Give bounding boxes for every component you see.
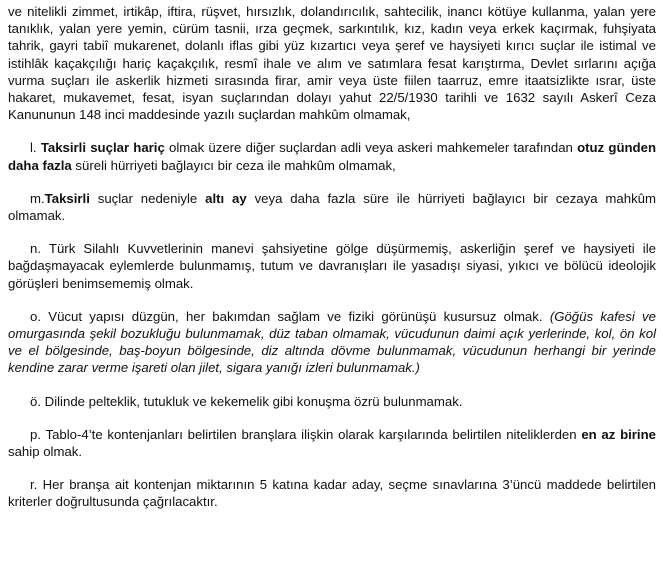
item-p-text-1: Tablo-4’te kontenjanları belirtilen branşlara ilişkin olarak karşılarında belirtilen niteliklerden (45, 426, 582, 442)
paragraph-gap (8, 460, 656, 476)
item-m-bold-1: Taksirli (44, 190, 90, 206)
paragraph-gap (8, 292, 656, 308)
item-l-text-2: süreli hürriyeti bağlayıcı bir ceza ile mahkûm olmamak, (71, 157, 396, 173)
item-oe-text: Dilinde pelteklik, tutukluk ve kekemelik gibi konuşma özrü bulunmamak. (44, 393, 463, 409)
item-p-paragraph (8, 426, 656, 460)
item-o-marker: o. (30, 308, 41, 324)
intro-paragraph (8, 3, 656, 123)
item-o-italic-note: (Göğüs kafesi ve omurgasında şekil bozukluğu bulunmamak, düz taban olmamak, vücudunun daimi açık yerlerinde, kol, ön kol ve el bölgesinde, baş-boyun bölgesinde, diz altında dövme bulunmamak, vücudunun herhangi bir yerinde kendine zarar verme işareti olan jilet, sigara yanığı izleri bulunmamak.) (8, 308, 656, 376)
item-r-paragraph (8, 476, 656, 510)
item-m-marker: m. (30, 190, 45, 206)
intro-text: ve nitelikli zimmet, irtikâp, iftira, rüşvet, hırsızlık, dolandırıcılık, sahtecilik, inancı kötüye kullanma, yalan yere tanıklık, yalan yere yemin, cürüm tasnii, ırza geçmek, sarkıntılık, kız, kadın veya erkek kaçırmak, fuhşiyata tahrik, gayri tabiî mukarenet, dolanlı iflas gibi yüz kızartıcı veya şeref ve haysiyeti kırıcı suçlar ile istimal ve istihlâk kaçakçılığı hariç kaçakçılık, resmî ihale ve alım ve satımlara fesat karıştırma, Devlet sırlarını açığa vurma suçları ile askerlik hizmeti sırasında firar, amir veya üste fiilen taarruz, emre itaatsizlikte ısrar, üste hakaret, mukavemet, fesat, isyan suçlarından dolayı yahut 22/5/1930 tarihli ve 1632 sayılı Askerî Ceza Kanununun 148 inci maddesinde yazılı suçlardan mahkûm olmamak, (8, 4, 656, 123)
item-oe-marker: ö. (30, 393, 41, 409)
item-o-text: Vücut yapısı düzgün, her bakımdan sağlam ve fiziki görünüşü kusursuz olmak. (48, 308, 543, 324)
item-m-bold-2: altı ay (205, 190, 247, 206)
item-p-bold: en az birine (581, 426, 656, 442)
item-m-text-1: suçlar nedeniyle (89, 190, 206, 206)
paragraph-gap (8, 377, 656, 393)
paragraph-gap (8, 123, 656, 139)
item-n-paragraph (8, 240, 656, 292)
item-oe-paragraph (8, 393, 656, 410)
paragraph-gap (8, 224, 656, 240)
item-l-bold-1: Taksirli suçlar hariç (40, 140, 165, 156)
item-o-paragraph (8, 308, 656, 377)
item-n-marker: n. (30, 241, 41, 257)
item-p-text-2: sahip olmak. (8, 444, 83, 460)
item-l-marker: l. (30, 140, 37, 156)
paragraph-gap (8, 174, 656, 190)
document-page (8, 3, 656, 511)
item-p-marker: p. (30, 426, 41, 442)
item-l-text-1: olmak üzere diğer suçlardan adli veya askeri mahkemeler tarafından (164, 140, 578, 156)
item-l-paragraph (8, 139, 656, 173)
item-n-text: Türk Silahlı Kuvvetlerinin manevi şahsiyetine gölge düşürmemiş, askerliğin şeref ve haysiyeti ile bağdaşmayacak eylemlerde bulunmamış, tutum ve davranışları ile yasadışı siyasi, yıkıcı ve bölücü ideolojik görüşleri benimsememiş olmak. (8, 241, 656, 291)
item-l-bold-2: otuz günden daha fazla (8, 140, 656, 173)
paragraph-gap (8, 410, 656, 426)
item-m-paragraph (8, 190, 656, 224)
item-r-marker: r. (30, 477, 38, 493)
item-m-text-2: veya daha fazla süre ile hürriyeti bağlayıcı bir cezaya mahkûm olmamak. (8, 190, 656, 224)
item-r-text: Her branşa ait kontenjan miktarının 5 katına kadar aday, seçme sınavlarına 3’üncü maddede belirtilen kriterler doğrultusunda çağrılacaktır. (8, 477, 656, 510)
